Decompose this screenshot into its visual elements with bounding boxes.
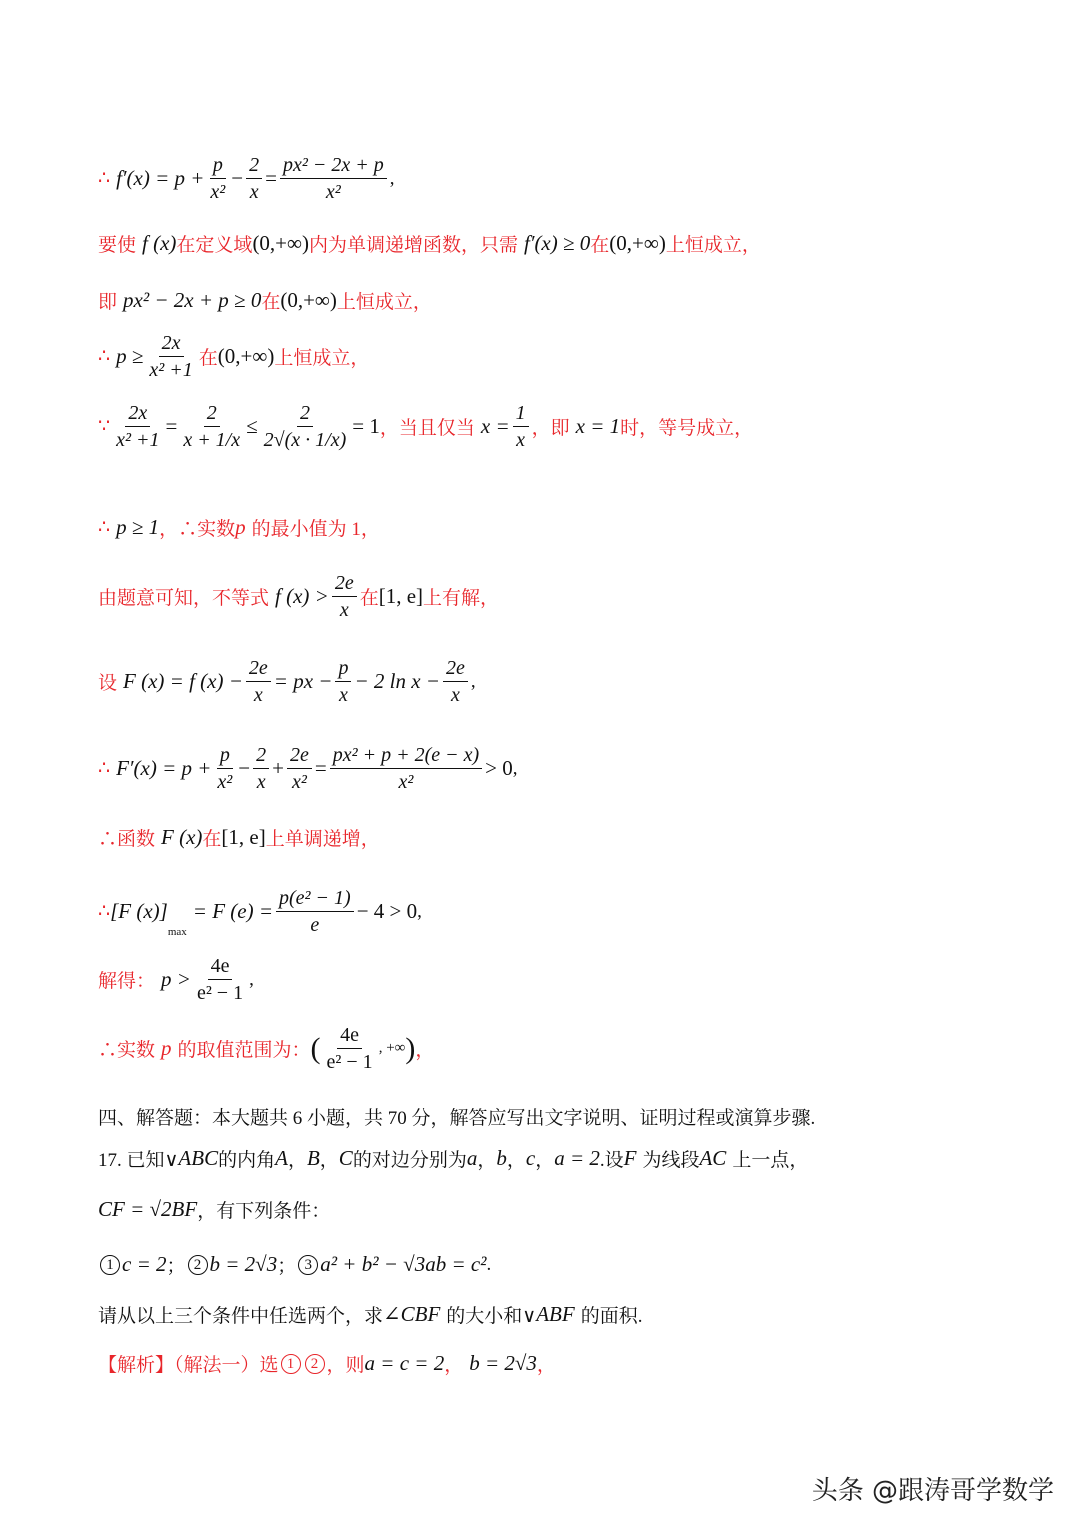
problem-17-cf bbox=[98, 1196, 330, 1223]
line-define-F bbox=[98, 655, 476, 708]
text: ； bbox=[166, 1256, 186, 1277]
text: 解得： bbox=[98, 971, 156, 992]
fraction bbox=[180, 400, 243, 453]
numerator: p bbox=[210, 152, 226, 179]
denominator: x + 1/x bbox=[183, 429, 241, 451]
denominator: x² bbox=[291, 771, 307, 793]
math: p ≥ bbox=[116, 344, 144, 368]
denominator: 2√(x · 1/x) bbox=[263, 429, 347, 451]
math: A bbox=[275, 1146, 288, 1170]
math: f′(x) = p + bbox=[116, 166, 205, 190]
numerator: 2 bbox=[246, 152, 262, 179]
text: ∴实数 bbox=[98, 1040, 156, 1061]
fraction bbox=[113, 400, 162, 453]
fraction bbox=[324, 1022, 376, 1075]
text: ， bbox=[506, 1150, 526, 1171]
math: c bbox=[525, 1146, 536, 1170]
circled-number: 3 bbox=[298, 1255, 318, 1275]
text: 为线段 bbox=[642, 1150, 700, 1171]
math: ABF bbox=[536, 1302, 575, 1326]
problem-17 bbox=[98, 1145, 808, 1172]
watermark: 头条 @跟涛哥学数学 bbox=[811, 1476, 1054, 1506]
denominator: x² bbox=[210, 181, 226, 203]
math: (0,+∞) bbox=[252, 231, 309, 255]
circled-number: 1 bbox=[281, 1354, 301, 1374]
fraction bbox=[280, 152, 387, 205]
therefore-symbol: ∴ bbox=[98, 517, 111, 538]
denominator: x² bbox=[325, 181, 341, 203]
math: F′(x) = p + bbox=[116, 756, 212, 780]
text: ∴函数 bbox=[98, 829, 156, 850]
solution-start bbox=[98, 1350, 556, 1377]
math: = bbox=[165, 414, 178, 438]
text: 的最小值为 1， bbox=[251, 519, 380, 540]
circled-number: 1 bbox=[100, 1255, 120, 1275]
math: = bbox=[314, 756, 327, 780]
math: B bbox=[306, 1146, 320, 1170]
text: 设 bbox=[98, 673, 118, 694]
line-F-derivative bbox=[98, 742, 518, 795]
text: 在 bbox=[590, 235, 610, 256]
fraction bbox=[335, 655, 351, 708]
text: ，当且仅当 bbox=[379, 418, 475, 439]
denominator: x bbox=[339, 684, 348, 706]
line-max bbox=[98, 885, 422, 938]
therefore-symbol: ∴ bbox=[98, 346, 111, 367]
numerator: 2e bbox=[287, 742, 312, 769]
math: (0,+∞) bbox=[609, 231, 666, 255]
math: f (x) bbox=[142, 231, 177, 255]
fraction bbox=[146, 330, 195, 383]
text: 上恒成立， bbox=[274, 348, 370, 369]
math: a = 2 bbox=[554, 1146, 600, 1170]
math: ≤ bbox=[246, 414, 258, 438]
text: .设 bbox=[599, 1150, 624, 1171]
circled-number: 2 bbox=[305, 1354, 325, 1374]
text: ； bbox=[277, 1256, 297, 1277]
fraction bbox=[261, 400, 350, 453]
text: 请从以上三个条件中任选两个，求 bbox=[98, 1306, 384, 1327]
denominator: x² +1 bbox=[116, 429, 160, 451]
numerator: 4e bbox=[337, 1022, 362, 1049]
math: [1, e] bbox=[378, 584, 424, 608]
numerator: px² + p + 2(e − x) bbox=[330, 742, 482, 769]
math: − 2 ln x − bbox=[354, 669, 440, 693]
math: ) bbox=[405, 1031, 416, 1065]
math: F bbox=[623, 1146, 637, 1170]
numerator: 2e bbox=[332, 570, 357, 597]
text: ， bbox=[319, 1150, 339, 1171]
math: , bbox=[417, 900, 422, 922]
denominator: x bbox=[339, 599, 349, 621]
text: 的内角 bbox=[218, 1150, 276, 1171]
math: x = bbox=[480, 414, 510, 438]
math: (0,+∞) bbox=[280, 288, 337, 312]
math: c = 2 bbox=[122, 1252, 167, 1276]
numerator: 4e bbox=[208, 953, 233, 980]
text: ， bbox=[444, 1355, 464, 1376]
text: 的面积. bbox=[580, 1306, 643, 1327]
line-condition bbox=[98, 230, 761, 257]
fraction bbox=[332, 570, 357, 623]
denominator: x² bbox=[398, 771, 414, 793]
therefore-symbol: ∴ bbox=[98, 168, 111, 189]
numerator: p(e² − 1) bbox=[276, 885, 354, 912]
fraction bbox=[214, 742, 235, 795]
numerator: 2e bbox=[246, 655, 271, 682]
math: AC bbox=[699, 1146, 727, 1170]
fraction bbox=[513, 400, 529, 453]
math: , +∞ bbox=[378, 1040, 406, 1056]
text: 即 bbox=[98, 292, 118, 313]
text: ，∴实数 bbox=[159, 519, 236, 540]
math: [F (x)] bbox=[110, 899, 168, 923]
text: 的取值范围为： bbox=[177, 1040, 311, 1061]
line-inequality bbox=[98, 287, 432, 314]
text: 上有解， bbox=[423, 588, 500, 609]
math: , bbox=[512, 757, 518, 779]
denominator: x bbox=[253, 684, 263, 706]
fraction bbox=[443, 655, 468, 708]
math: CF = √2BF bbox=[98, 1197, 198, 1221]
text: 四、解答题：本大题共 6 小题，共 70 分，解答应写出文字说明、证明过程或演算步骤. bbox=[98, 1108, 816, 1129]
text: . bbox=[486, 1253, 492, 1275]
math: b = 2√3 bbox=[469, 1351, 537, 1375]
math: [1, e] bbox=[221, 825, 266, 849]
math: b bbox=[496, 1146, 507, 1170]
numerator: p bbox=[335, 655, 351, 682]
text: ， bbox=[415, 1040, 435, 1061]
therefore-symbol: ∴ bbox=[98, 758, 111, 779]
denominator: x bbox=[256, 771, 266, 793]
math: px² − 2x + p ≥ 0 bbox=[123, 288, 262, 312]
line-p-bound bbox=[98, 330, 369, 383]
text: 上恒成立， bbox=[665, 235, 761, 256]
math: , bbox=[470, 670, 476, 692]
because-symbol: ∵ bbox=[98, 416, 111, 437]
numerator: p bbox=[217, 742, 233, 769]
math: F (x) = f (x) − bbox=[123, 669, 243, 693]
numerator: px² − 2x + p bbox=[280, 152, 387, 179]
text: 上恒成立， bbox=[336, 292, 432, 313]
math: f (x) > bbox=[275, 584, 329, 608]
math: a bbox=[466, 1146, 478, 1170]
math: p ≥ 1 bbox=[116, 515, 160, 539]
line-solve bbox=[98, 953, 254, 1006]
denominator: x bbox=[450, 684, 460, 706]
math: p bbox=[235, 515, 246, 539]
math: > 0 bbox=[485, 756, 513, 780]
text: 上一点， bbox=[732, 1150, 809, 1171]
math: ABC bbox=[178, 1146, 219, 1170]
text: 在 bbox=[359, 588, 379, 609]
math: p > bbox=[161, 967, 191, 991]
text: 17. 已知∨ bbox=[98, 1150, 179, 1171]
text: ， bbox=[477, 1150, 497, 1171]
text: 内为单调递增函数，只需 bbox=[309, 235, 519, 256]
math: , bbox=[249, 968, 254, 990]
math: x = 1 bbox=[575, 414, 621, 438]
math: + bbox=[272, 756, 284, 780]
math: = F (e) = bbox=[192, 899, 274, 923]
math: p bbox=[161, 1036, 172, 1060]
text: 的大小和∨ bbox=[446, 1306, 537, 1327]
text: 在 bbox=[261, 292, 281, 313]
math: b = 2√3 bbox=[209, 1252, 278, 1276]
text: 在定义域 bbox=[176, 235, 253, 256]
section-heading bbox=[98, 1103, 815, 1130]
math: = 1 bbox=[352, 414, 380, 438]
numerator: 2x bbox=[125, 400, 150, 427]
line-range bbox=[98, 1022, 434, 1075]
line-monotonic bbox=[98, 824, 380, 851]
text: 在 bbox=[198, 348, 218, 369]
therefore-symbol: ∴ bbox=[98, 901, 111, 922]
fraction bbox=[330, 742, 482, 795]
math: a = c = 2 bbox=[364, 1351, 445, 1375]
fraction bbox=[246, 655, 271, 708]
math: ∠CBF bbox=[383, 1302, 441, 1326]
text: ， bbox=[536, 1355, 556, 1376]
numerator: 2 bbox=[253, 742, 269, 769]
denominator: x² bbox=[217, 771, 233, 793]
text: 时，等号成立， bbox=[620, 418, 754, 439]
circled-number: 2 bbox=[188, 1255, 208, 1275]
math: C bbox=[338, 1146, 353, 1170]
math: (0,+∞) bbox=[217, 344, 275, 368]
text: ，即 bbox=[531, 418, 570, 439]
denominator: x bbox=[516, 429, 526, 451]
math: − 4 > 0 bbox=[356, 899, 418, 923]
fraction bbox=[246, 152, 262, 205]
text: ， bbox=[287, 1150, 307, 1171]
denominator: x² +1 bbox=[149, 359, 193, 381]
math: = px − bbox=[273, 669, 333, 693]
math: ( bbox=[310, 1031, 321, 1065]
math: f′(x) ≥ 0 bbox=[524, 231, 591, 255]
numerator: 2x bbox=[159, 330, 184, 357]
text: 的对边分别为 bbox=[352, 1150, 467, 1171]
text: 【解析】（解法一）选 bbox=[98, 1355, 279, 1376]
fraction bbox=[253, 742, 269, 795]
numerator: 2 bbox=[204, 400, 220, 427]
math: a² + b² − √3ab = c² bbox=[320, 1252, 487, 1276]
line-derivative bbox=[98, 152, 394, 205]
problem-17-conditions bbox=[98, 1251, 491, 1278]
problem-17-question bbox=[98, 1301, 642, 1328]
denominator: e² − 1 bbox=[326, 1051, 373, 1073]
math: , bbox=[389, 167, 395, 189]
text: 要使 bbox=[98, 235, 137, 256]
text: 上单调递增， bbox=[265, 829, 380, 850]
line-am-gm bbox=[98, 400, 753, 453]
numerator: 2e bbox=[443, 655, 468, 682]
fraction bbox=[207, 152, 228, 205]
numerator: 2 bbox=[297, 400, 313, 427]
text: ，则 bbox=[326, 1355, 365, 1376]
denominator: e² − 1 bbox=[196, 982, 244, 1004]
math: − bbox=[231, 166, 244, 190]
text: 在 bbox=[202, 829, 222, 850]
text: 由题意可知，不等式 bbox=[98, 588, 270, 609]
math: F (x) bbox=[161, 825, 203, 849]
text: ， bbox=[535, 1150, 555, 1171]
math: = bbox=[265, 166, 277, 190]
denominator: e bbox=[310, 914, 320, 936]
line-part2-intro bbox=[98, 570, 499, 623]
text: ，有下列条件： bbox=[197, 1201, 331, 1222]
fraction bbox=[276, 885, 354, 938]
fraction bbox=[194, 953, 246, 1006]
numerator: 1 bbox=[513, 400, 529, 427]
fraction bbox=[287, 742, 312, 795]
line-p-min bbox=[98, 514, 380, 541]
math: − bbox=[238, 756, 251, 780]
subscript: max bbox=[167, 926, 187, 938]
denominator: x bbox=[249, 181, 259, 203]
